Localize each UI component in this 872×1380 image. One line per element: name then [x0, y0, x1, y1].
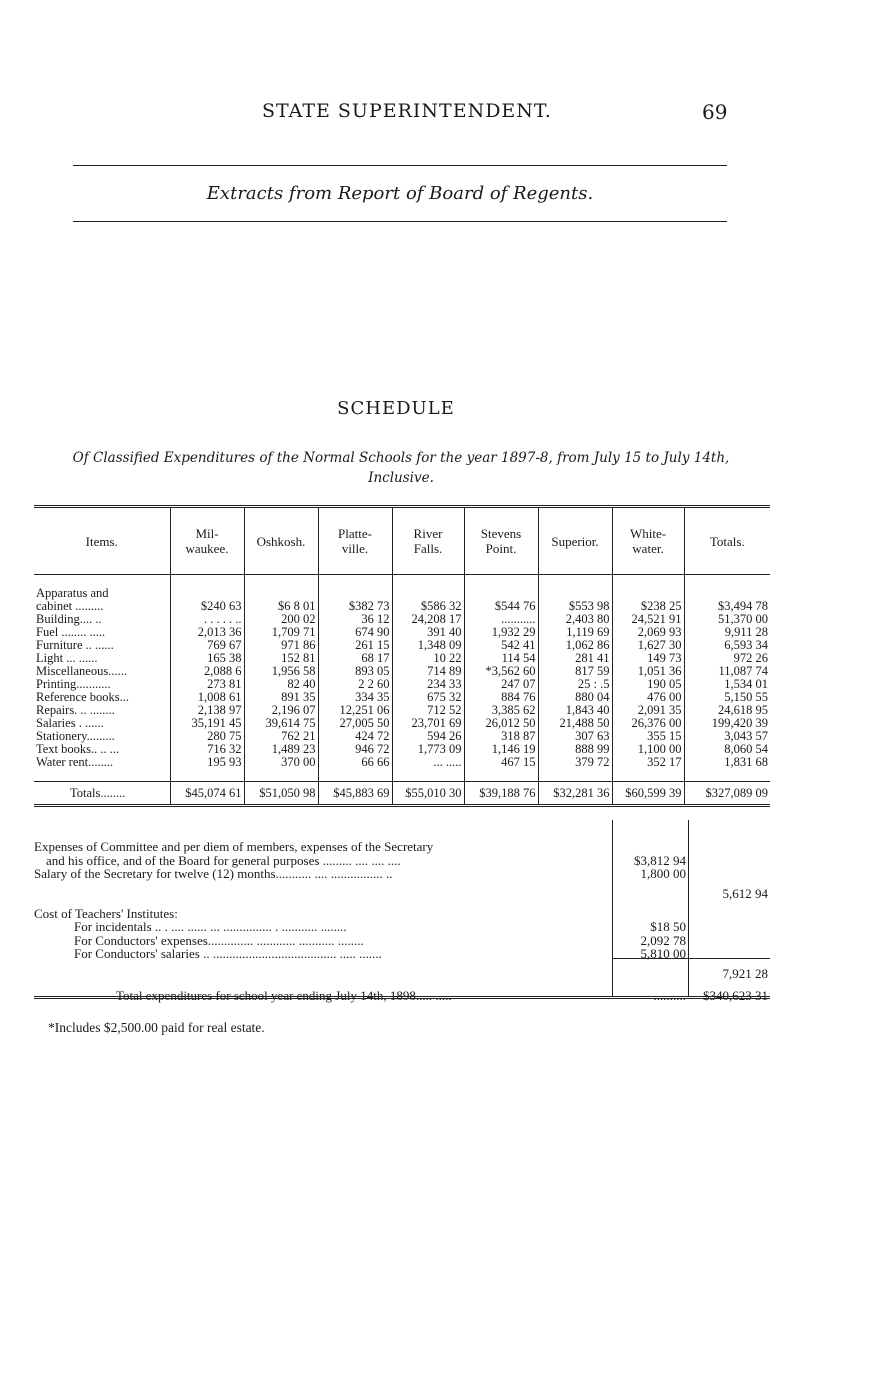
table-cell: 891 35: [244, 691, 318, 704]
table-cell: 1,100 00: [612, 743, 684, 756]
total-expenditures-label: Total expenditures for school year ending July 14th, 1898..... .....: [116, 987, 452, 1003]
table-cell: 3,043 57: [684, 730, 770, 743]
schedule-subtitle: [36, 448, 766, 488]
col-header-totals: Totals.: [684, 507, 770, 575]
table-cell: 1,051 36: [612, 665, 684, 678]
header-rule: [73, 165, 727, 166]
table-cell: 9,911 28: [684, 626, 770, 639]
table-cell: 12,251 06: [318, 704, 392, 717]
table-cell: 10 22: [392, 652, 464, 665]
table-cell: 817 59: [538, 665, 612, 678]
table-cell: 114 54: [464, 652, 538, 665]
row-item-label: Apparatus and: [36, 586, 109, 600]
incidentals-label: For incidentals .. . .... ...... ... ............... . ........... ........: [74, 919, 347, 934]
table-cell: . . . . . ..: [170, 613, 244, 626]
table-cell: 370 00: [244, 756, 318, 769]
conductor-salaries-label: For Conductors' salaries .. ...................................... ..... .......: [74, 946, 382, 961]
col-header-river-falls: River Falls.: [392, 507, 464, 575]
table-cell: 273 81: [170, 678, 244, 691]
table-cell: 893 05: [318, 665, 392, 678]
table-cell: 25 : .5: [538, 678, 612, 691]
closing-rule: [34, 996, 770, 999]
spacer-row: [34, 575, 770, 588]
table-cell: 2,196 07: [244, 704, 318, 717]
table-cell: 1,773 09: [392, 743, 464, 756]
table-cell: 972 26: [684, 652, 770, 665]
table-cell: 2,013 36: [170, 626, 244, 639]
table-cell: 51,370 00: [684, 613, 770, 626]
conductor-expenses-value: 2,092 78: [640, 932, 686, 948]
table-cell: 424 72: [318, 730, 392, 743]
table-cell: $3,494 78: [684, 600, 770, 613]
totals-cell: $45,883 69: [318, 782, 392, 806]
table-cell: 199,420 39: [684, 717, 770, 730]
table-cell: 880 04: [538, 691, 612, 704]
table-cell: 762 21: [244, 730, 318, 743]
subtitle-rule: [73, 221, 727, 222]
row-item-label: Miscellaneous......: [36, 664, 127, 678]
table-cell: 152 81: [244, 652, 318, 665]
table-cell: 467 15: [464, 756, 538, 769]
secretary-salary-value: 1,800 00: [640, 866, 686, 881]
table-cell: 884 76: [464, 691, 538, 704]
section-subtitle: Extracts from Report of Board of Regents.: [206, 183, 594, 204]
table-cell: 2,138 97: [170, 704, 244, 717]
row-item-label: Water rent........: [36, 755, 114, 769]
total-expenditures-dots: ..........: [653, 987, 686, 1003]
table-cell: 971 86: [244, 639, 318, 652]
table-cell: 6,593 34: [684, 639, 770, 652]
subtotal-rule: [612, 958, 770, 959]
spacer-row: [34, 769, 770, 782]
totals-cell: $51,050 98: [244, 782, 318, 806]
totals-cell: $45,074 61: [170, 782, 244, 806]
table-cell: 3,385 62: [464, 704, 538, 717]
table-cell: 35,191 45: [170, 717, 244, 730]
running-header-title: STATE SUPERINTENDENT.: [262, 100, 552, 122]
totals-label: Totals........: [34, 782, 170, 806]
table-cell: 379 72: [538, 756, 612, 769]
table-cell: 190 05: [612, 678, 684, 691]
table-cell: 542 41: [464, 639, 538, 652]
table-cell: 1,843 40: [538, 704, 612, 717]
table-cell: $6 8 01: [244, 600, 318, 613]
table-cell: $382 73: [318, 600, 392, 613]
row-item-label: Fuel ........ .....: [36, 625, 106, 639]
table-cell: 36 12: [318, 613, 392, 626]
table-cell: 946 72: [318, 743, 392, 756]
schedule-subtitle-line2: Inclusive.: [368, 470, 434, 486]
total-expenditures-value: $340,623 31: [703, 987, 768, 1003]
table-cell: 23,701 69: [392, 717, 464, 730]
table-cell: $553 98: [538, 600, 612, 613]
table-cell: 27,005 50: [318, 717, 392, 730]
expenses-block: [34, 840, 770, 1002]
table-cell: 391 40: [392, 626, 464, 639]
table-cell: 281 41: [538, 652, 612, 665]
table-cell: 1,062 86: [538, 639, 612, 652]
table-cell: 247 07: [464, 678, 538, 691]
table-cell: 352 17: [612, 756, 684, 769]
table-cell: 66 66: [318, 756, 392, 769]
row-item-label: Building.... ..: [36, 612, 102, 626]
table-cell: 200 02: [244, 613, 318, 626]
table-cell: 769 67: [170, 639, 244, 652]
table-cell: 2,069 93: [612, 626, 684, 639]
conductor-salaries-value: 5,810 00: [640, 946, 686, 961]
row-item-label: Text books.. .. ...: [36, 742, 120, 756]
schedule-title: SCHEDULE: [337, 398, 455, 419]
row-item-label: cabinet .........: [36, 599, 104, 613]
table-cell: 476 00: [612, 691, 684, 704]
col-header-superior: Superior.: [538, 507, 612, 575]
table-cell: 712 52: [392, 704, 464, 717]
table-cell: 234 33: [392, 678, 464, 691]
table-cell: 2,403 80: [538, 613, 612, 626]
table-cell: 11,087 74: [684, 665, 770, 678]
row-item-label: Repairs. .. ........: [36, 703, 115, 717]
table-cell: 355 15: [612, 730, 684, 743]
table-cell: 675 32: [392, 691, 464, 704]
committee-expenses-line2: and his office, and of the Board for general purposes ......... .... .... ....: [46, 852, 401, 868]
table-cell: 280 75: [170, 730, 244, 743]
totals-cell: $39,188 76: [464, 782, 538, 806]
table-cell: 714 89: [392, 665, 464, 678]
table-header-row: [34, 507, 770, 575]
table-cell: 1,709 71: [244, 626, 318, 639]
table-cell: 8,060 54: [684, 743, 770, 756]
subtotal-board: 5,612 94: [722, 885, 768, 901]
table-cell: 1,489 23: [244, 743, 318, 756]
table-cell: 26,376 00: [612, 717, 684, 730]
table-cell: 261 15: [318, 639, 392, 652]
table-cell: 1,348 09: [392, 639, 464, 652]
table-cell: *3,562 60: [464, 665, 538, 678]
col-header-platteville: Platte- ville.: [318, 507, 392, 575]
page-number: 69: [702, 100, 728, 124]
col-header-oshkosh: Oshkosh.: [244, 507, 318, 575]
table-cell: 888 99: [538, 743, 612, 756]
table-cell: 82 40: [244, 678, 318, 691]
totals-cell: $327,089 09: [684, 782, 770, 806]
table-cell: ... .....: [392, 756, 464, 769]
row-item-label: Reference books...: [36, 690, 130, 704]
table-cell: ...........: [464, 613, 538, 626]
col-header-items: Items.: [85, 533, 118, 549]
table-cell: 2,088 6: [170, 665, 244, 678]
table-cell: 195 93: [170, 756, 244, 769]
table-cell: $240 63: [170, 600, 244, 613]
table-cell: 21,488 50: [538, 717, 612, 730]
row-item-label: Light ... ......: [36, 651, 98, 665]
table-cell: 1,831 68: [684, 756, 770, 769]
table-cell: 594 26: [392, 730, 464, 743]
schedule-subtitle-line1: Of Classified Expenditures of the Normal Schools for the year 1897-8, from July 15 to July 14th,: [72, 450, 730, 466]
table-cell: 716 32: [170, 743, 244, 756]
table-cell: 2 2 60: [318, 678, 392, 691]
incidentals-value: $18 50: [650, 919, 686, 934]
conductor-expenses-label: For Conductors' expenses.............. ............ ........... ........: [74, 932, 364, 948]
secretary-salary-label: Salary of the Secretary for twelve (12) months........... .... ................ ..: [34, 866, 393, 881]
footnote: *Includes $2,500.00 paid for real estate.: [48, 1020, 265, 1035]
table-cell: 1,146 19: [464, 743, 538, 756]
institutes-label: Cost of Teachers' Institutes:: [34, 905, 178, 921]
table-cell: 1,008 61: [170, 691, 244, 704]
table-cell: 68 17: [318, 652, 392, 665]
totals-cell: $55,010 30: [392, 782, 464, 806]
col-header-whitewater: White- water.: [612, 507, 684, 575]
table-cell: $586 32: [392, 600, 464, 613]
committee-expenses-value: $3,812 94: [634, 852, 686, 868]
table-cell: 24,521 91: [612, 613, 684, 626]
table-cell: 307 63: [538, 730, 612, 743]
table-cell: 1,932 29: [464, 626, 538, 639]
col-header-milwaukee: Mil- waukee.: [170, 507, 244, 575]
table-cell: 1,534 01: [684, 678, 770, 691]
totals-row: [34, 782, 770, 806]
table-cell: 39,614 75: [244, 717, 318, 730]
table-cell: 2,091 35: [612, 704, 684, 717]
table-cell: 26,012 50: [464, 717, 538, 730]
row-item-label: Salaries . ......: [36, 716, 104, 730]
col-header-stevens-point: Stevens Point.: [464, 507, 538, 575]
totals-cell: $60,599 39: [612, 782, 684, 806]
expenditure-table: [34, 505, 770, 807]
table-cell: $544 76: [464, 600, 538, 613]
table-cell: 24,208 17: [392, 613, 464, 626]
table-cell: 334 35: [318, 691, 392, 704]
totals-cell: $32,281 36: [538, 782, 612, 806]
table-cell: 149 73: [612, 652, 684, 665]
table-cell: 165 38: [170, 652, 244, 665]
row-item-label: Furniture .. ......: [36, 638, 114, 652]
table-cell: 1,627 30: [612, 639, 684, 652]
table-cell: 1,119 69: [538, 626, 612, 639]
table-cell: 24,618 95: [684, 704, 770, 717]
row-item-label: Stationery.........: [36, 729, 115, 743]
table-cell: 318 87: [464, 730, 538, 743]
table-cell: 5,150 55: [684, 691, 770, 704]
subtotal-institutes: 7,921 28: [722, 965, 768, 981]
table-cell: 1,956 58: [244, 665, 318, 678]
table-row: [34, 756, 770, 769]
table-cell: 674 90: [318, 626, 392, 639]
row-item-label: Printing...........: [36, 677, 111, 691]
table-cell: $238 25: [612, 600, 684, 613]
committee-expenses-line1: Expenses of Committee and per diem of members, expenses of the Secretary: [34, 839, 434, 854]
